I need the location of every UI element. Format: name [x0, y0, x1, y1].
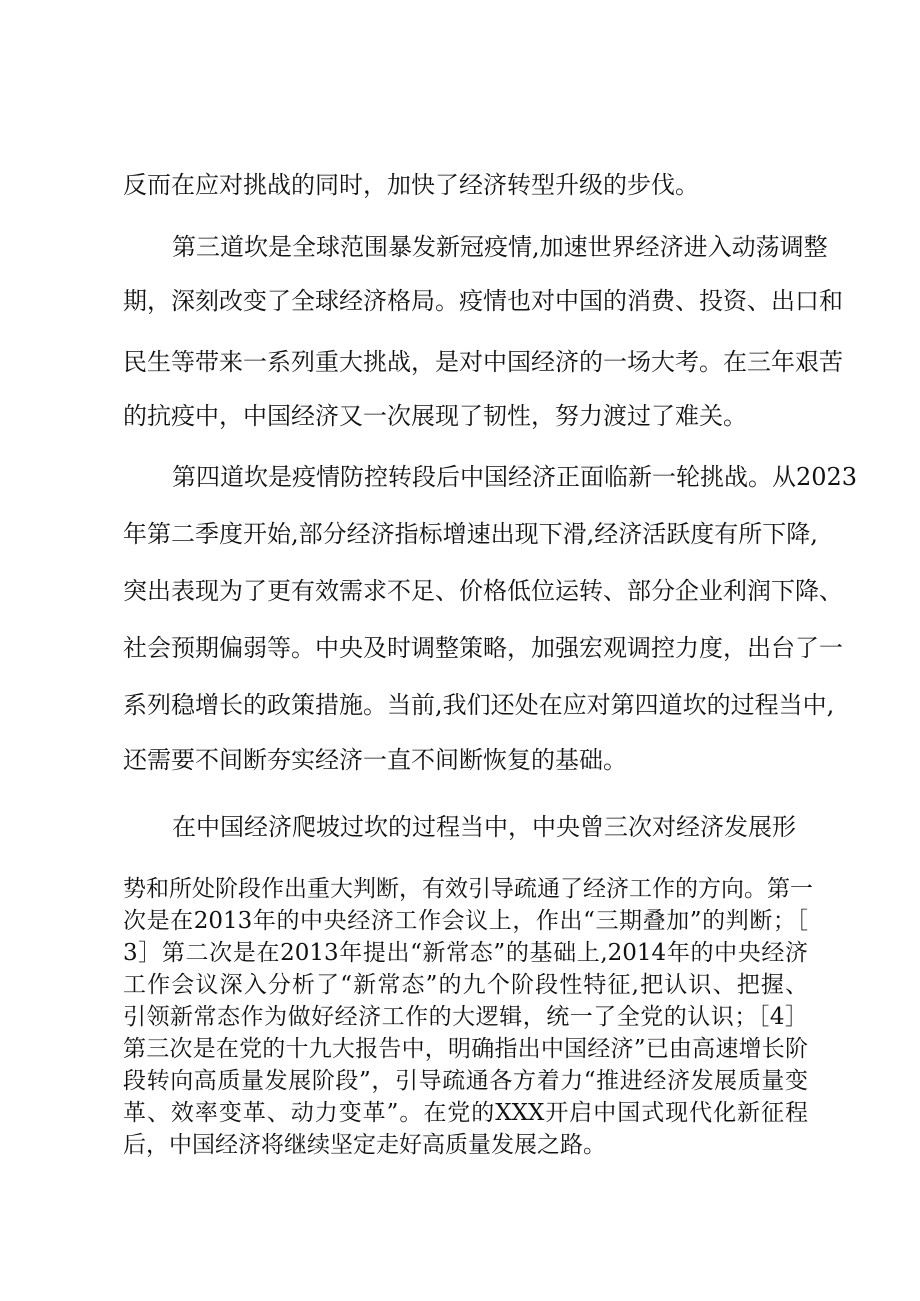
paragraph-line: 反而在应对挑战的同时，加快了经济转型升级的步伐。: [123, 171, 699, 199]
paragraph-line: 第三道坎是全球范围暴发新冠疫情,加速世界经济进入动荡调整: [172, 233, 828, 261]
paragraph-line: 次是在2013年的中央经济工作会议上，作出“三期叠加”的判断；［: [123, 908, 808, 934]
paragraph-line: 3］第二次是在2013年提出“新常态”的基础上,2014年的中央经济: [123, 940, 808, 966]
paragraph-line: 期，深刻改变了全球经济格局。疫情也对中国的消费、投资、出口和: [123, 287, 843, 315]
paragraph-line: 年第二季度开始,部分经济指标增速出现下滑,经济活跃度有所下降,: [123, 520, 818, 548]
paragraph-line: 还需要不间断夯实经济一直不间断恢复的基础。: [123, 746, 627, 774]
paragraph-line: 民生等带来一系列重大挑战，是对中国经济的一场大考。在三年艰苦: [123, 348, 843, 376]
paragraph-line: 第三次是在党的十九大报告中，明确指出中国经济”已由高速增长阶: [123, 1036, 808, 1062]
paragraph-line: 段转向高质量发展阶段”，引导疏通各方着力“推进经济发展质量变: [123, 1068, 808, 1094]
paragraph-line: 第四道坎是疫情防控转段后中国经济正面临新一轮挑战。从2023: [172, 463, 858, 491]
paragraph-line: 的抗疫中，中国经济又一次展现了韧性，努力渡过了难关。: [123, 402, 747, 430]
paragraph-line: 系列稳增长的政策措施。当前,我们还处在应对第四道坎的过程当中,: [123, 691, 835, 719]
paragraph-line: 突出表现为了更有效需求不足、价格低位运转、部分企业利润下降、: [123, 577, 843, 605]
paragraph-line: 工作会议深入分析了“新常态”的九个阶段性特征,把认识、把握、: [123, 972, 808, 998]
paragraph-line: 引领新常态作为做好经济工作的大逻辑，统一了全党的认识；［4］: [123, 1004, 808, 1030]
paragraph-line: 后，中国经济将继续坚定走好高质量发展之路。: [123, 1132, 606, 1158]
paragraph-line: 社会预期偏弱等。中央及时调整策略，加强宏观调控力度，出台了一: [123, 634, 843, 662]
paragraph-line: 革、效率变革、动力变革”。在党的XXX开启中国式现代化新征程: [123, 1100, 808, 1126]
paragraph-line: 势和所处阶段作出重大判断，有效引导疏通了经济工作的方向。第一: [123, 876, 813, 902]
paragraph-line: 在中国经济爬坡过坎的过程当中，中央曾三次对经济发展形: [172, 813, 796, 841]
